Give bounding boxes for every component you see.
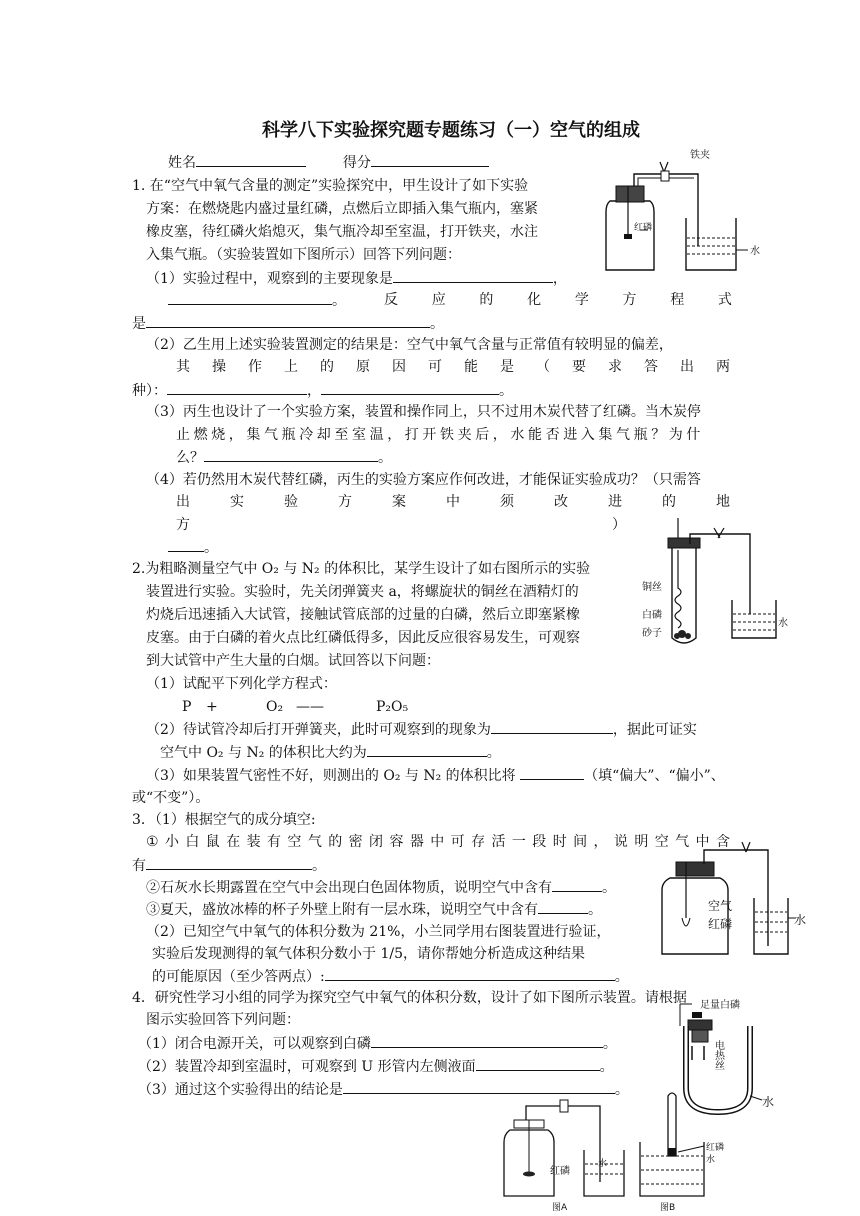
justified-word: 容 [389,834,404,850]
justified-word: 空 [654,834,669,850]
score-label: 得分 [342,155,371,171]
justified-word: 两 [716,359,730,375]
q1-sub2-period: 。 [499,383,513,399]
justified-word: 程 [670,292,685,308]
q1-sub1-justified-words [384,290,732,310]
justified-word: 因 [392,359,406,375]
q1-sub1-blank-2[interactable] [168,290,332,305]
justified-word: 段 [532,834,547,850]
justified-word: 气 [307,834,322,850]
justified-word: 求 [608,359,622,375]
q2-sub2-cont: ，据此可证实 [612,722,697,738]
q2-sub2-line-2 [160,742,501,763]
q1-sub2-blank-2[interactable] [321,380,499,395]
q1-sub1-comma: ， [552,271,567,287]
q1-sub3-blank[interactable] [204,447,378,462]
q1-sub1-line-2a [168,290,346,311]
q4-sub3-period: 。 [614,1082,629,1098]
name-score-line [168,152,489,173]
q3-part2-period: 。 [614,969,629,985]
q4-fig-wire-label: 电热丝 [712,1040,724,1070]
q1-fig-clamp-label: 铁夹 [690,150,710,161]
q1-sub1-period: 。 [332,293,346,309]
q1-line-3: 橡皮塞，待红磷火焰熄灭，集气瓶冷却至室温，打开铁夹，水注 [146,224,538,240]
q2-fig-water-label: 水 [778,618,788,629]
q1-sub4-line-4 [168,537,218,558]
q1-sub3-line-2-wrap [176,425,730,445]
q3-sub1-blank[interactable] [146,855,312,870]
justified-word: 白 [185,834,200,850]
q1-sub4-line-1: （4）若仍然用木炭代替红磷，丙生的实验方案应作何改进，才能保证实验成功？（只需答 [146,472,701,488]
q2-sub2-text-2: 空气中 O₂ 与 N₂ 的体积比大约为 [160,745,367,761]
q1-sub1-equation-blank[interactable] [146,313,430,328]
q2-sub3-options: （填“偏大”、“偏小”、 [584,768,725,784]
q2-sub2-blank-1[interactable] [491,719,613,734]
q2-eq-o2: O₂ [266,699,284,715]
justified-word: 有 [267,834,281,850]
justified-word: 小 [164,834,179,850]
q2-sub2-text: （2）待试管冷却后打开弹簧夹，此时可观察到的现象为 [146,722,491,738]
q2-apparatus-figure [640,514,790,648]
q1-sub2-justified-words [176,357,730,377]
q3-fig-water-label: 水 [794,913,806,927]
q2-sub3-line-2: 或“不变”）。 [132,790,210,806]
q1-sub4-fang: 方 [176,517,190,533]
q4-sub1-line [138,1033,617,1054]
q1-sub3-line-1: （3）丙生也设计了一个实验方案，装置和操作同上，只不过用木炭代替了红磷。当木炭停 [146,404,701,420]
justified-word: 改 [554,494,568,510]
q2-sub2-period: 。 [486,745,501,761]
q3-sub1-line-2 [132,855,326,876]
justified-word: ， [593,834,608,850]
justified-word: 可 [450,834,465,850]
q1-sub3-why: 么？ [176,450,204,466]
q1-sub3-period: 。 [378,450,392,466]
score-blank[interactable] [371,152,489,167]
q1-sub4-paren: ） [612,517,626,533]
justified-word: 方 [622,292,637,308]
q1-line-2: 方案：在燃烧匙内盛过量红磷，点燃后立即插入集气瓶内，塞紧 [146,201,538,217]
q4-sub3-text: （3）通过这个实验得出的结论是 [138,1082,343,1098]
q3-part2-line-2: 实验后发现测得的氧气体积分数小于 1/5，请你帮她分析造成这种结果 [152,946,585,962]
justified-word: 在 [226,834,241,850]
q2-line-3: 灼烧后迅速插入大试管，接触试管底部的过量的白磷，然后立即塞紧橡 [146,607,580,623]
q2-eq-plus: + [206,699,218,715]
q3-part2-blank[interactable] [325,966,615,981]
q1-sub2-zhong: 种）： [132,383,167,399]
q4-sub2-period: 。 [599,1059,614,1075]
q1-sub1-line [146,268,567,289]
justified-word: 空 [287,834,302,850]
justified-word: 学 [574,292,589,308]
justified-word: 说 [613,834,628,850]
justified-word: 中 [430,834,445,850]
q1-fig-phosphorus-label: 红磷 [634,223,653,233]
q1-sub1-period-2: 。 [430,316,444,332]
justified-word: 一 [511,834,526,850]
q2-fig-sand-label: 砂子 [642,628,662,639]
justified-word: 的 [662,494,676,510]
justified-word: 装 [246,834,261,850]
q2-eq-p: P [182,699,192,715]
q2-line-2: 装置进行实验。实验时，先关闭弹簧夹 a，将螺旋状的铜丝在酒精灯的 [146,584,579,600]
q2-sub3-line-1 [146,765,725,786]
q3-apparatus-figure [656,842,806,960]
justified-word: 实 [230,494,244,510]
justified-word: 答 [644,359,658,375]
q1-sub2-line-1: （2）乙生用上述实验装置测定的结果是：空气中氧气含量与正常值有较明显的偏差， [146,337,673,353]
q3-sub2-blank[interactable] [552,877,602,892]
q2-fig-copper-label: 铜丝 [642,582,662,593]
justified-word: 要 [572,359,586,375]
q3-sub3-blank[interactable] [538,899,588,914]
justified-word: 的 [328,834,343,850]
q4-fig-water-label: 水 [762,1095,775,1109]
figB-label: 图B [660,1203,676,1213]
justified-word: 器 [409,834,424,850]
q4-sub2-blank[interactable] [476,1056,600,1071]
q4-sub1-text: （1）闭合电源开关，可以观察到白磷 [138,1036,371,1052]
justified-word: 作 [248,359,262,375]
q3-sub3-line [146,899,602,920]
q3-sub2-text: ②石灰水长期露置在空气中会出现白色固体物质，说明空气中含有 [146,880,552,896]
q1-line-4: 入集气瓶。（实验装置如下图所示）回答下列问题： [146,247,461,263]
q1-apparatus-figure [598,146,766,276]
q3-line-1: 3．（1）根据空气的成分填空: [132,812,316,828]
q2-sub2-blank-2[interactable] [367,742,487,757]
q2-eq-arrow: —— [296,699,324,715]
spring-clamp-icon [714,528,724,538]
q3-sub3-text: ③夏天，盛放冰棒的杯子外壁上附有一层水珠，说明空气中含有 [146,902,538,918]
figA-water-label: 水 [598,1159,608,1169]
q4-line-2: 图示实验回答下列问题： [146,1012,300,1028]
justified-word: 案 [392,494,406,510]
q1-sub1-shi: 是 [132,316,146,332]
q1-sub1-blank-1[interactable] [393,268,553,283]
q4-sub2-line [138,1056,614,1077]
justified-word: 密 [348,834,363,850]
q1-sub1-text: （1）实验过程中，观察到的主要现象是 [146,271,393,287]
q2-fig-whitep-label: 白磷 [642,610,662,621]
justified-word: 明 [634,834,649,850]
q4-sub1-period: 。 [602,1036,617,1052]
q2-line-4: 皮塞。由于白磷的着火点比红磷低得多，因此反应很容易发生，可观察 [146,630,580,646]
q3-sub1-period: 。 [312,858,326,874]
q3-fig-redp-label: 红磷 [708,917,733,931]
justified-word: 的 [320,359,334,375]
justified-word: 方 [338,494,352,510]
justified-word: 可 [428,359,442,375]
q1-sub4-justified-words [176,492,730,512]
q1-sub4-blank[interactable] [168,537,204,552]
q1-fig-water-label: 水 [750,246,760,257]
q3-part2-line-1: （2）已知空气中氧气的体积分数为 21%，小兰同学用右图装置进行验证， [146,924,611,940]
q1-sub3-line-3 [176,447,392,468]
justified-word: 活 [491,834,506,850]
justified-word: 能 [464,359,478,375]
q2-line-1: 2.为粗略测量空气中 O₂ 与 N₂ 的体积比，某学生设计了如右图所示的实验 [132,561,591,577]
q3-part2-text: 的可能原因（至少答两点）: [152,969,325,985]
justified-word: 出 [176,494,190,510]
q2-sub3-text: （3）如果装置气密性不好，则测出的 O₂ 与 N₂ 的体积比将 [146,768,516,784]
q4-sub1-blank[interactable] [371,1033,603,1048]
justified-word: 间 [573,834,588,850]
name-blank[interactable] [196,152,306,167]
justified-word: 地 [716,494,730,510]
q1-sub4-period: 。 [204,540,218,556]
figB-water-label: 水 [706,1155,716,1165]
justified-word: 操 [212,359,226,375]
justified-word: 反 [384,292,398,308]
justified-word: 上 [284,359,298,375]
q3-sub1-justified-words [146,832,730,852]
copper-coil-icon [675,550,681,628]
justified-word: 是 [500,359,514,375]
q2-line-5: 到大试管中产生大量的白烟。试回答以下问题： [146,653,440,669]
justified-word: 出 [680,359,694,375]
bottom-figures [500,1086,730,1214]
q3-fig-air-label: 空气 [708,899,733,913]
justified-word: 化 [527,292,542,308]
justified-word: 中 [446,494,460,510]
q4-line-1: 4．研究性学习小组的同学为探究空气中氧气的体积分数，设计了如下图所示装置。请根据 [132,990,687,1006]
justified-word: 鼠 [205,834,220,850]
q3-sub3-period: 。 [588,902,602,918]
justified-word: 须 [500,494,514,510]
figA-redp-label: 红磷 [550,1166,570,1177]
name-label: 姓名 [168,155,196,171]
justified-word: 原 [356,359,370,375]
q1-sub2-line-3 [132,380,513,401]
q4-fig-enoughp-label: 足量白磷 [700,1000,740,1011]
justified-word: 应 [431,292,446,308]
justified-word: 进 [608,494,622,510]
justified-word: 的 [479,292,494,308]
justified-word: 气 [675,834,690,850]
justified-word: 其 [176,359,190,375]
q1-sub2-blank-1[interactable] [167,380,307,395]
q2-eq-p2o5: P₂O₅ [376,699,409,715]
justified-word: ① [146,834,159,850]
justified-word: 式 [717,292,732,308]
figA-label: 图A [552,1203,568,1213]
q1-sub1-line-3 [132,313,444,334]
justified-word: 验 [284,494,298,510]
justified-word: （ [536,359,550,375]
q2-sub1: （1）试配平下列化学方程式： [146,676,337,692]
q3-part2-line-3 [152,966,629,987]
q2-sub3-blank[interactable] [520,765,584,780]
stopper-icon [616,186,644,202]
justified-word: 闭 [369,834,384,850]
q1-line-1: 1. 在“空气中氧气含量的测定”实验探究中，甲生设计了如下实验 [132,178,529,194]
q2-sub2-line-1 [146,719,697,740]
q3-sub1-you: 有 [132,858,146,874]
justified-word: 存 [471,834,486,850]
justified-word: 中 [695,834,710,850]
page-title: 科学八下实验探究题专题练习（一）空气的组成 [262,120,640,141]
q3-sub2-line [146,877,616,898]
justified-word: 含 [715,834,730,850]
q1-sub3-line-2: 止燃烧，集气瓶冷却至室温，打开铁夹后，水能否进入集气瓶？为什 [176,427,704,443]
figB-redp-label: 红磷 [706,1143,725,1153]
q1-sub2-comma: ， [307,383,321,399]
q4-sub2-text: （2）装置冷却到室温时，可观察到 U 形管内左侧液面 [138,1059,476,1075]
justified-word: 时 [552,834,567,850]
q3-sub2-period: 。 [602,880,616,896]
